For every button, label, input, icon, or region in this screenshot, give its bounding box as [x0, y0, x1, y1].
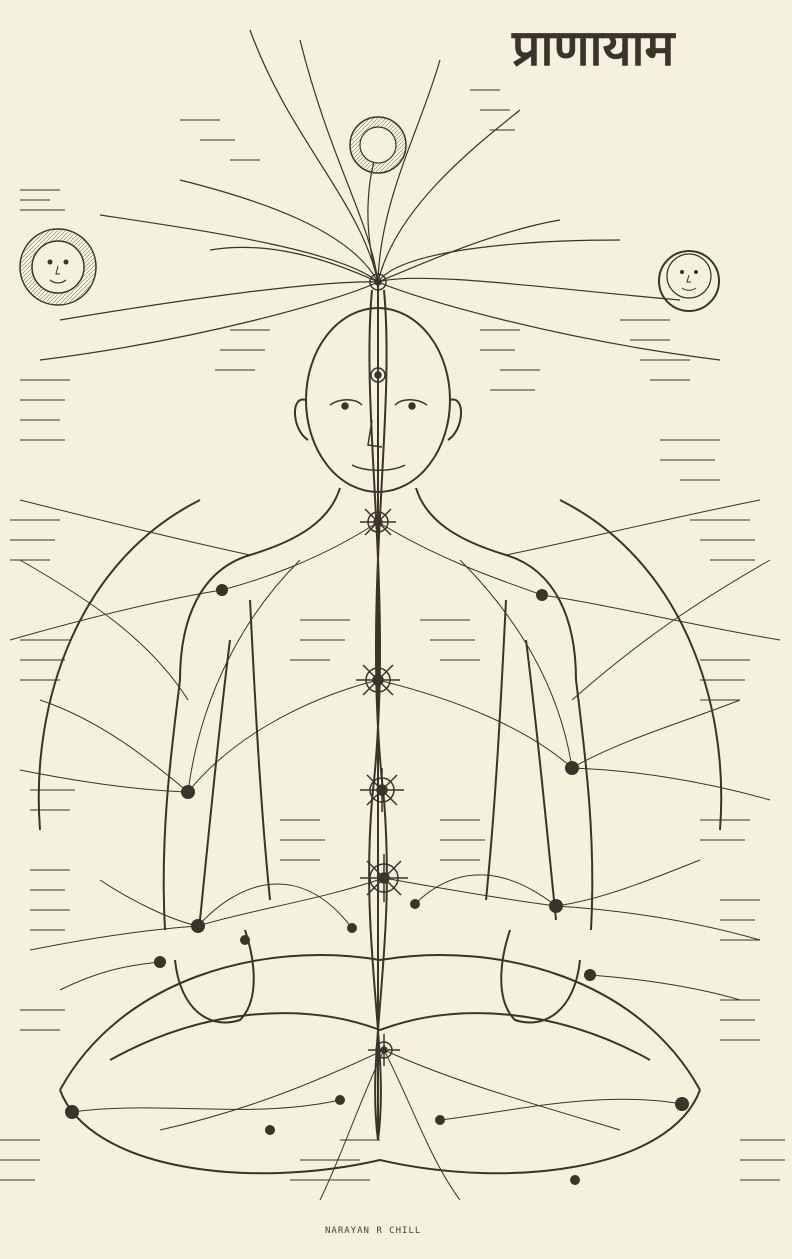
- chakras: [356, 274, 408, 1066]
- artist-credit: NARAYAN R CHILL: [325, 1226, 422, 1236]
- nadi-lines-body: [10, 500, 780, 1200]
- sun-face-icon: [20, 229, 96, 305]
- page-title: प्राणायाम: [512, 18, 675, 77]
- nadi-lines-head: [40, 30, 720, 360]
- moon-face-icon: [659, 251, 719, 311]
- label-marks: [0, 90, 785, 1180]
- crown-chakra-icon: [350, 117, 406, 173]
- sushumna-channel: [369, 280, 387, 1140]
